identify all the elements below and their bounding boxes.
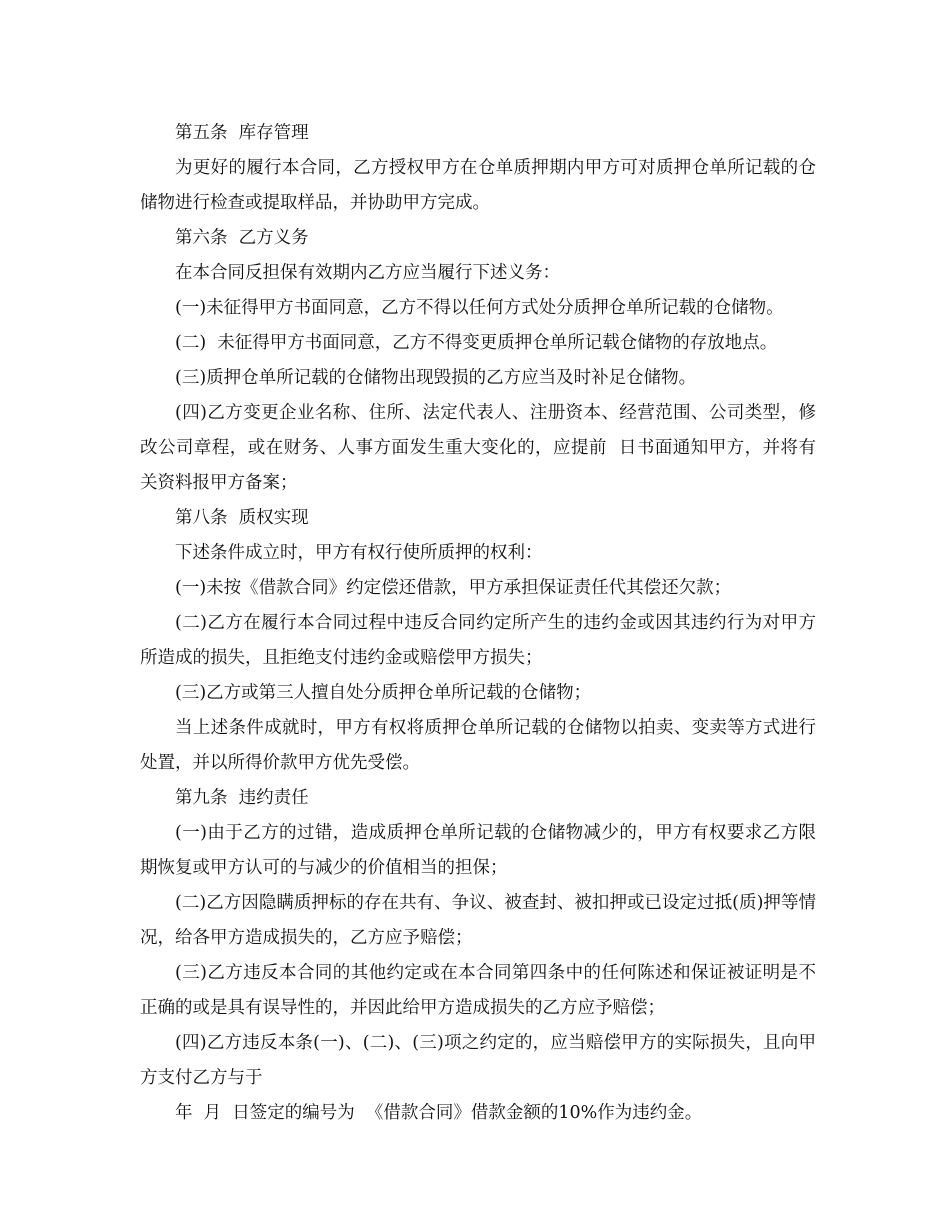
list-item: (二)乙方在履行本合同过程中违反合同约定所产生的违约金或因其违约行为对甲方所造成的损失，且拒绝支付违约金或赔偿甲方损失； — [140, 613, 816, 668]
section-heading: 第五条 库存管理 — [175, 123, 309, 143]
list-item: (三)乙方违反本合同的其他约定或在本合同第四条中的任何陈述和保证被证明是不正确的或是具有误导性的，并因此给甲方造成损失的乙方应予赔偿； — [140, 963, 816, 1018]
paragraph: 当上述条件成就时，甲方有权将质押仓单所记载的仓储物以拍卖、变卖等方式进行处置，并以所得价款甲方优先受偿。 — [140, 718, 816, 773]
paragraph: 在本合同反担保有效期内乙方应当履行下述义务： — [175, 263, 560, 283]
paragraph: 下述条件成立时，甲方有权行使所质押的权利： — [175, 543, 543, 563]
list-item: (一)未按《借款合同》约定偿还借款，甲方承担保证责任代其偿还欠款； — [175, 578, 732, 598]
section-heading: 第九条 违约责任 — [175, 788, 309, 808]
paragraph: 年 月 日签定的编号为 《借款合同》借款金额的10%作为违约金。 — [175, 1103, 703, 1123]
section-heading: 第八条 质权实现 — [175, 508, 309, 528]
list-item: (四)乙方违反本条(一)、(二)、(三)项之约定的，应当赔偿甲方的实际损失，且向甲方支付乙方与于 — [140, 1033, 816, 1088]
list-item: (一)由于乙方的过错，造成质押仓单所记载的仓储物减少的，甲方有权要求乙方限期恢复或甲方认可的与减少的价值相当的担保； — [140, 823, 816, 878]
list-item: (二) 未征得甲方书面同意，乙方不得变更质押仓单所记载仓储物的存放地点。 — [175, 333, 778, 353]
list-item: (二)乙方因隐瞒质押标的存在共有、争议、被查封、被扣押或已设定过抵(质)押等情况，给各甲方造成损失的，乙方应予赔偿； — [140, 893, 816, 948]
list-item: (四)乙方变更企业名称、住所、法定代表人、注册资本、经营范围、公司类型，修改公司章程，或在财务、人事方面发生重大变化的，应提前 日书面通知甲方，并将有关资料报甲方备案； — [140, 403, 816, 493]
contract-body — [140, 116, 816, 1131]
list-item: (三)乙方或第三人擅自处分质押仓单所记载的仓储物； — [175, 683, 592, 703]
paragraph: 为更好的履行本合同，乙方授权甲方在仓单质押期内甲方可对质押仓单所记载的仓储物进行检查或提取样品，并协助甲方完成。 — [140, 158, 816, 213]
section-heading: 第六条 乙方义务 — [175, 228, 309, 248]
list-item: (一)未征得甲方书面同意，乙方不得以任何方式处分质押仓单所记载的仓储物。 — [175, 298, 784, 318]
list-item: (三)质押仓单所记载的仓储物出现毁损的乙方应当及时补足仓储物。 — [175, 368, 697, 388]
